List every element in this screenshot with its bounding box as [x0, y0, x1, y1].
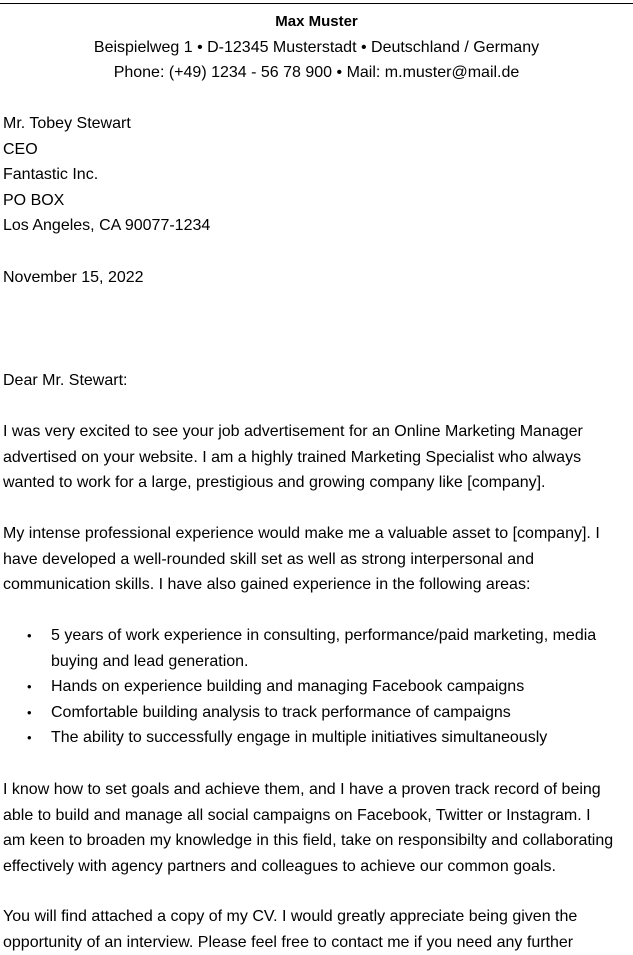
- paragraph-line: am keen to broaden my knowledge in this field, take on responsibilty and collaborating: [3, 832, 614, 850]
- salutation: Dear Mr. Stewart:: [3, 372, 128, 389]
- bullet-icon: •: [27, 704, 32, 720]
- sender-contact: Phone: (+49) 1234 - 56 78 900 • Mail: m.muster@mail.de: [113, 64, 520, 82]
- bullet-icon: •: [27, 730, 32, 746]
- paragraph-line: advertised on your website. I am a highly trained Marketing Specialist who always: [3, 448, 582, 466]
- paragraph-line: I know how to set goals and achieve them, and I have a proven track record of being: [3, 781, 601, 798]
- sender-address: Beispielweg 1 • D-12345 Musterstadt • Deutschland / Germany: [93, 38, 540, 56]
- bullet-icon: •: [27, 679, 32, 695]
- paragraph-closing: [3, 904, 631, 955]
- recipient-name: Mr. Tobey Stewart: [3, 115, 131, 132]
- paragraph-line: I was very excited to see your job advertisement for an Online Marketing Manager: [3, 423, 583, 440]
- paragraph-experience: [3, 521, 631, 598]
- list-item: [3, 674, 631, 700]
- list-item: [3, 725, 631, 751]
- paragraph-line: My intense professional experience would make me a valuable asset to [company]. I: [3, 525, 600, 542]
- list-item-line: Hands on experience building and managing Facebook campaigns: [51, 678, 525, 696]
- recipient-title: CEO: [3, 140, 38, 158]
- list-item-line: Comfortable building analysis to track performance of campaigns: [51, 703, 511, 721]
- list-item: [3, 700, 631, 726]
- recipient-city: Los Angeles, CA 90077-1234: [3, 217, 211, 235]
- list-item: [3, 623, 631, 674]
- letter-header: [0, 9, 633, 86]
- recipient-company: Fantastic Inc.: [3, 166, 99, 184]
- paragraph-line: have developed a well-rounded skill set as well as strong interpersonal and: [3, 550, 534, 568]
- paragraph-line: effectively with agency partners and colleagues to achieve our common goals.: [3, 857, 556, 875]
- paragraph-line: wanted to work for a large, prestigious and growing company like [company].: [3, 474, 546, 492]
- top-rule: [0, 3, 633, 4]
- recipient-block: [3, 111, 629, 239]
- paragraph-line: You will find attached a copy of my CV. I would greatly appreciate being given the: [3, 908, 578, 925]
- paragraph-goals: [3, 777, 631, 879]
- bullet-icon: •: [27, 628, 32, 643]
- letter-date: November 15, 2022: [3, 269, 144, 286]
- paragraph-line: opportunity of an interview. Please feel free to contact me if you need any further: [3, 933, 574, 951]
- experience-list: [3, 623, 631, 751]
- paragraph-intro: [3, 419, 631, 496]
- list-item-line: buying and lead generation.: [51, 652, 249, 670]
- list-item-line: The ability to successfully engage in multiple initiatives simultaneously: [51, 729, 548, 747]
- recipient-po-box: PO BOX: [3, 191, 65, 209]
- sender-name: Max Muster: [275, 13, 358, 30]
- paragraph-line: communication skills. I have also gained experience in the following areas:: [3, 576, 531, 594]
- paragraph-line: able to build and manage all social campaigns on Facebook, Twitter or Instagram. I: [3, 806, 591, 824]
- list-item-line: 5 years of work experience in consulting, performance/paid marketing, media: [51, 627, 597, 644]
